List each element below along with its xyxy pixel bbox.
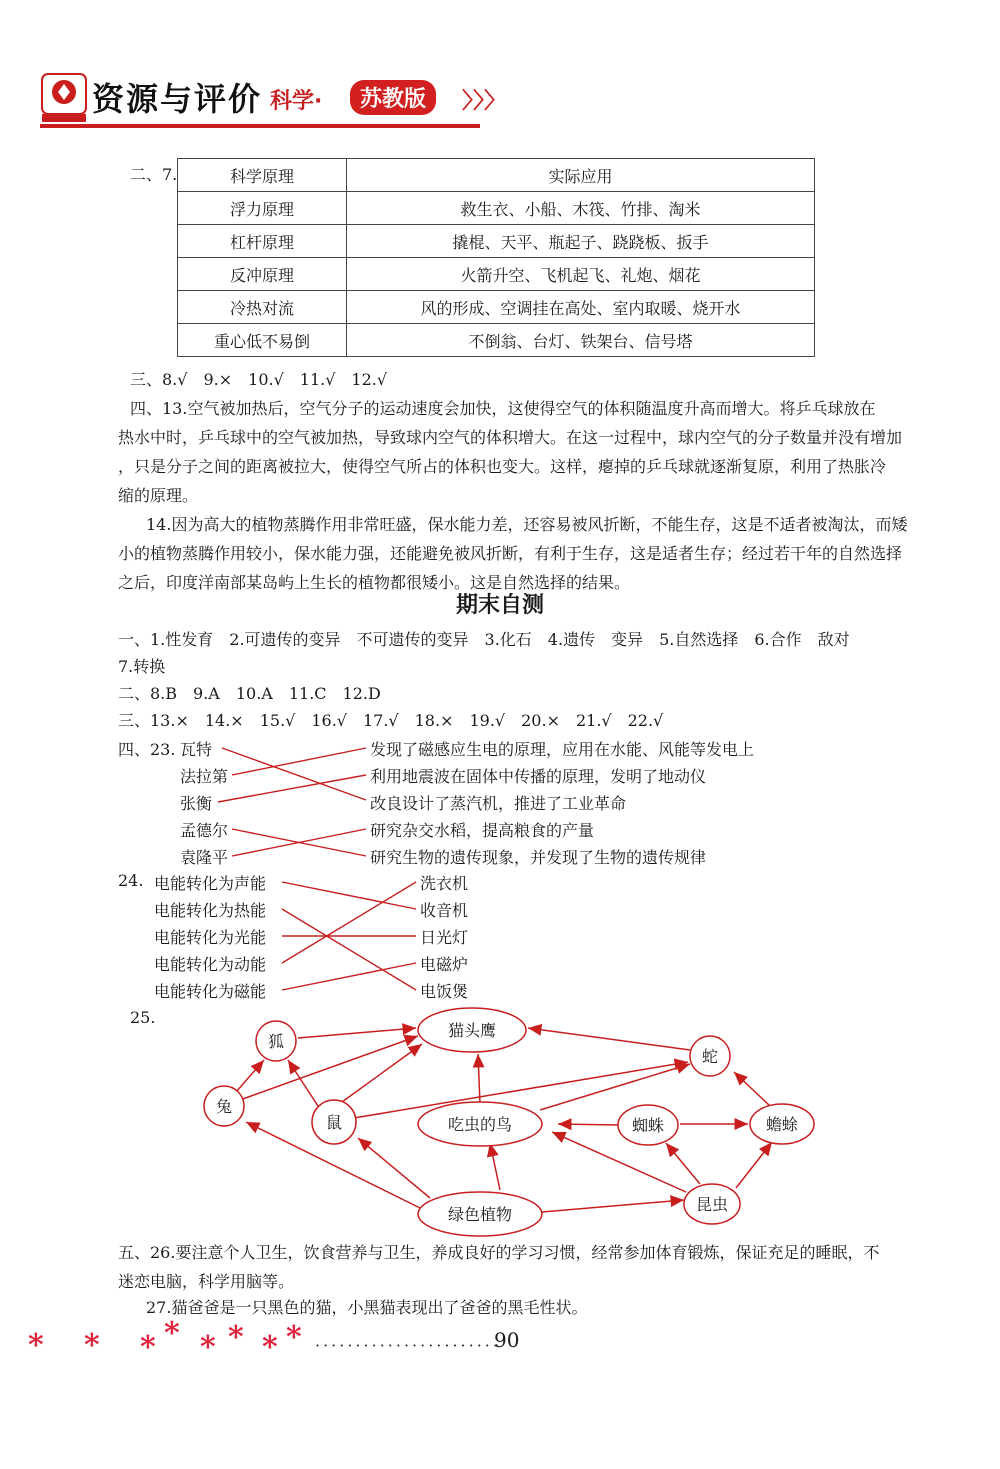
food-web-label-toad: 蟾蜍 [765, 1115, 799, 1134]
food-web-label-plant: 绿色植物 [447, 1205, 513, 1224]
food-web-arrow [558, 1124, 618, 1125]
q23-right-item: 研究杂交水稻，提高粮食的产量 [370, 821, 595, 840]
star-icon: * [28, 1328, 44, 1363]
food-web-label-owl: 猫头鹰 [447, 1021, 497, 1040]
table-cell: 不倒翁、台灯、铁架台、信号塔 [347, 324, 815, 357]
food-web-label-snake: 蛇 [701, 1047, 719, 1066]
food-web-arrow [358, 1138, 430, 1198]
q7-label: 二、7. [130, 165, 178, 184]
table-cell: 浮力原理 [178, 192, 347, 225]
star-icon: * [140, 1330, 156, 1365]
table-cell: 重心低不易倒 [178, 324, 347, 357]
q24-left-item: 电能转化为声能 [154, 874, 267, 893]
q23-right-item: 改良设计了蒸汽机，推进了工业革命 [370, 794, 627, 813]
chevron-right-icon: 〉〉〉 [462, 89, 507, 114]
food-web-label-bird: 吃虫的鸟 [447, 1115, 513, 1134]
food-web-arrow [288, 1060, 318, 1106]
q24-right-item: 日光灯 [420, 928, 469, 947]
q14-line: 14.因为高大的植物蒸腾作用非常旺盛，保水能力差，还容易被风折断，不能生存，这是不适者被淘汰，而矮 [146, 515, 908, 534]
food-web-label-fox: 狐 [267, 1032, 285, 1051]
table-header-cell: 实际应用 [347, 159, 815, 192]
food-web-arrow [542, 1200, 684, 1212]
section-title: 期末自测 [455, 592, 544, 618]
q24-left-item: 电能转化为光能 [154, 928, 267, 947]
q14-line: 小的植物蒸腾作用较小，保水能力强，还能避免被风折断，有利于生存，这是适者生存；经过若干年的自然选择 [118, 544, 903, 563]
table-cell: 冷热对流 [178, 291, 347, 324]
part1-answers: 一、1.性发育 2.可遗传的变异 不可遗传的变异 3.化石 4.遗传 变异 5.自然选择 6.合作 敌对 [118, 630, 850, 649]
star-icon: * [200, 1330, 216, 1365]
section3-answers: 三、8.√ 9.× 10.√ 11.√ 12.√ [130, 370, 388, 389]
star-icon: * [286, 1320, 302, 1355]
q24-right-item: 收音机 [420, 901, 469, 920]
part1-answers-cont: 7.转换 [118, 657, 166, 676]
q26-line: 迷恋电脑，科学用脑等。 [118, 1272, 295, 1291]
star-icon: * [262, 1330, 278, 1365]
star-icon: * [84, 1328, 100, 1363]
q26-answer [118, 1238, 938, 1296]
food-web-label-mouse: 鼠 [325, 1113, 343, 1132]
q23-left-item: 瓦特 [180, 740, 213, 759]
food-web-arrow [342, 1044, 422, 1102]
q24-right-item: 电磁炉 [420, 955, 469, 974]
page-leader-dots: ······················· [315, 1336, 501, 1355]
q13-line: 四、13.空气被加热后，空气分子的运动速度会加快，这使得空气的体积随温度升高而增大。将乒乓球放在 [130, 399, 876, 418]
food-web-label-insect: 昆虫 [695, 1195, 729, 1214]
food-web-arrow [736, 1142, 772, 1188]
q25-label: 25. [130, 1008, 156, 1027]
header-subject: 科学· [270, 89, 323, 114]
header-title: 资源与评价 [92, 80, 263, 118]
part3-answers: 三、13.× 14.× 15.√ 16.√ 17.√ 18.× 19.√ 20.× 21.√ 22.√ [118, 711, 664, 730]
food-web-arrow [528, 1028, 690, 1050]
food-web-arrow [734, 1072, 770, 1106]
q24-left-item: 电能转化为动能 [154, 955, 267, 974]
header-edition-badge: 苏教版 [350, 80, 436, 115]
star-icon: * [228, 1320, 244, 1355]
q24-left-item: 电能转化为磁能 [154, 982, 267, 1001]
q23-right-item: 利用地震波在固体中传播的原理，发明了地动仪 [370, 767, 707, 786]
table-cell: 火箭升空、飞机起飞、礼炮、烟花 [347, 258, 815, 291]
q14-line: 之后，印度洋南部某岛屿上生长的植物都很矮小。这是自然选择的结果。 [118, 573, 631, 592]
food-web-arrow [298, 1028, 416, 1038]
q23-left-item: 张衡 [180, 794, 213, 813]
q24-left-item: 电能转化为热能 [154, 901, 267, 920]
q23-left-item: 袁隆平 [180, 848, 229, 867]
page-number: 90 [494, 1328, 520, 1352]
table-cell: 风的形成、空调挂在高处、室内取暖、烧开水 [347, 291, 815, 324]
food-web-label-rabbit: 兔 [215, 1097, 233, 1116]
q23-prefix: 四、23. [118, 740, 176, 759]
q13-line: ，只是分子之间的距离被拉大，使得空气所占的体积也变大。这样，瘪掉的乒乓球就逐渐复原，利用了热胀冷 [118, 457, 887, 476]
food-web-arrow [490, 1143, 500, 1190]
q23-left-item: 孟德尔 [180, 821, 229, 840]
q26-line: 五、26.要注意个人卫生，饮食营养与卫生，养成良好的学习习惯，经常参加体育锻炼，保证充足的睡眠，不 [118, 1243, 880, 1262]
q24-right-item: 电饭煲 [420, 982, 469, 1001]
q23-left-item: 法拉第 [180, 767, 229, 786]
star-icon: * [164, 1316, 180, 1351]
table-header-cell: 科学原理 [178, 159, 347, 192]
food-web-arrow [540, 1064, 690, 1110]
food-web-label-spider: 蜘蛛 [631, 1116, 665, 1135]
q13-line: 热水中时，乒乓球中的空气被加热，导致球内空气的体积增大。在这一过程中，球内空气的分子数量并没有增加 [118, 428, 903, 447]
part2-answers: 二、8.B 9.A 10.A 11.C 12.D [118, 684, 381, 703]
q13-line: 缩的原理。 [118, 486, 199, 505]
food-web-arrow [236, 1060, 264, 1092]
q27-answer: 27.猫爸爸是一只黑色的猫，小黑猫表现出了爸爸的黑毛性状。 [146, 1298, 588, 1317]
q24-right-item: 洗衣机 [420, 874, 469, 893]
q23-right-item: 发现了磁感应生电的原理，应用在水能、风能等发电上 [370, 740, 755, 759]
table-cell: 杠杆原理 [178, 225, 347, 258]
q24-prefix: 24. [118, 871, 144, 890]
table-cell: 救生衣、小船、木筏、竹排、淘米 [347, 192, 815, 225]
q23-right-item: 研究生物的遗传现象，并发现了生物的遗传规律 [370, 848, 707, 867]
star-decoration [28, 1316, 308, 1372]
table-cell: 撬棍、天平、瓶起子、跷跷板、扳手 [347, 225, 815, 258]
table-cell: 反冲原理 [178, 258, 347, 291]
food-web-arrow [666, 1143, 700, 1184]
